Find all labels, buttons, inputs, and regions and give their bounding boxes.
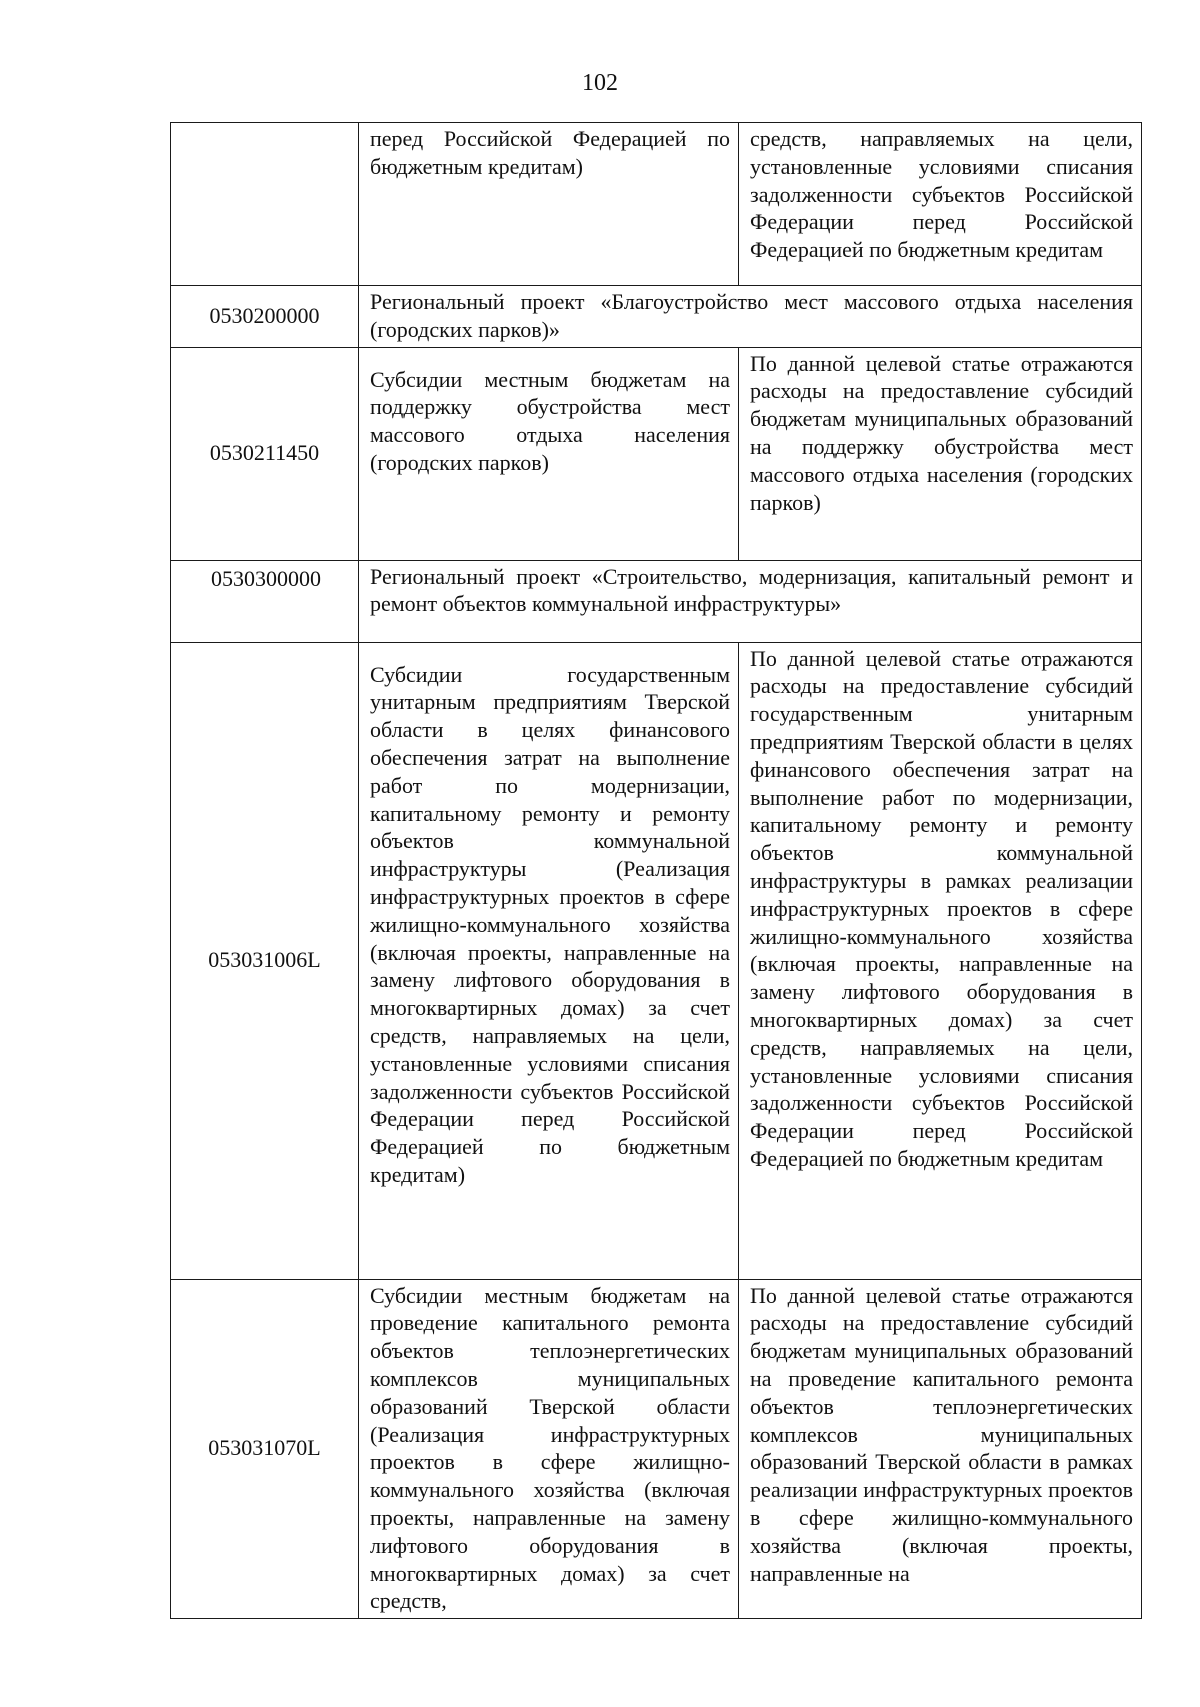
expense-name: Субсидии местным бюджетам на проведение капитального ремонта объектов теплоэнергетических комплексов муниципальных образований Тверской области (Реализация инфраструктурных проектов в сфере жилищно-коммунального хозяйства (включая проекты, направленные на замену лифтового оборудования в многоквартирных домах) за счет средств, bbox=[359, 1279, 739, 1619]
expense-name: Субсидии государственным унитарным предприятиям Тверской области в целях финансового обеспечения затрат на выполнение работ по модернизации, капитальному ремонту и ремонту объектов коммунальной инфраструктуры (Реализация инфраструктурных проектов в сфере жилищно-коммунального хозяйства (включая проекты, направленные на замену лифтового оборудования в многоквартирных домах) за счет средств, направляемых на цели, установленные условиями списания задолженности субъектов Российской Федерации перед Российской Федерацией по бюджетным кредитам) bbox=[359, 642, 739, 1279]
target-article-code: 053031070L bbox=[171, 1279, 359, 1619]
expense-name: перед Российской Федерацией по бюджетным кредитам) bbox=[359, 123, 739, 286]
target-article-code bbox=[171, 123, 359, 286]
target-article-code: 053031006L bbox=[171, 642, 359, 1279]
target-article-code: 0530300000 bbox=[171, 560, 359, 642]
expense-description: По данной целевой статье отражаются расходы на предоставление субсидий бюджетам муниципальных образований на проведение капитального ремонта объектов теплоэнергетических комплексов муниципальных образований Тверской области в рамках реализации инфраструктурных проектов в сфере жилищно-коммунального хозяйства (включая проекты, направленные на bbox=[739, 1279, 1142, 1619]
target-article-code: 0530200000 bbox=[171, 286, 359, 348]
expense-name: Субсидии местным бюджетам на поддержку обустройства мест массового отдыха населения (городских парков) bbox=[359, 347, 739, 560]
expense-description: средств, направляемых на цели, установленные условиями списания задолженности субъектов Российской Федерации перед Российской Федерацией по бюджетным кредитам bbox=[739, 123, 1142, 286]
regional-project-title: Региональный проект «Строительство, модернизация, капитальный ремонт и ремонт объектов коммунальной инфраструктуры» bbox=[359, 560, 1142, 642]
table-row bbox=[171, 1279, 1142, 1619]
table-row-project bbox=[171, 286, 1142, 348]
target-article-code: 0530211450 bbox=[171, 347, 359, 560]
table-row-project bbox=[171, 560, 1142, 642]
table-row bbox=[171, 642, 1142, 1279]
expense-description: По данной целевой статье отражаются расходы на предоставление субсидий государственным унитарным предприятиям Тверской области в целях финансового обеспечения затрат на выполнение работ по модернизации, капитальному ремонту и ремонту объектов коммунальной инфраструктуры в рамках реализации инфраструктурных проектов в сфере жилищно-коммунального хозяйства (включая проекты, направленные на замену лифтового оборудования в многоквартирных домах) за счет средств, направляемых на цели, установленные условиями списания задолженности субъектов Российской Федерации перед Российской Федерацией по бюджетным кредитам bbox=[739, 642, 1142, 1279]
table-row bbox=[171, 123, 1142, 286]
expense-description: По данной целевой статье отражаются расходы на предоставление субсидий бюджетам муниципальных образований на поддержку обустройства мест массового отдыха населения (городских парков) bbox=[739, 347, 1142, 560]
regional-project-title: Региональный проект «Благоустройство мест массового отдыха населения (городских парков)» bbox=[359, 286, 1142, 348]
table-row bbox=[171, 347, 1142, 560]
page-number: 102 bbox=[582, 70, 618, 96]
budget-classification-table bbox=[170, 122, 1142, 1619]
